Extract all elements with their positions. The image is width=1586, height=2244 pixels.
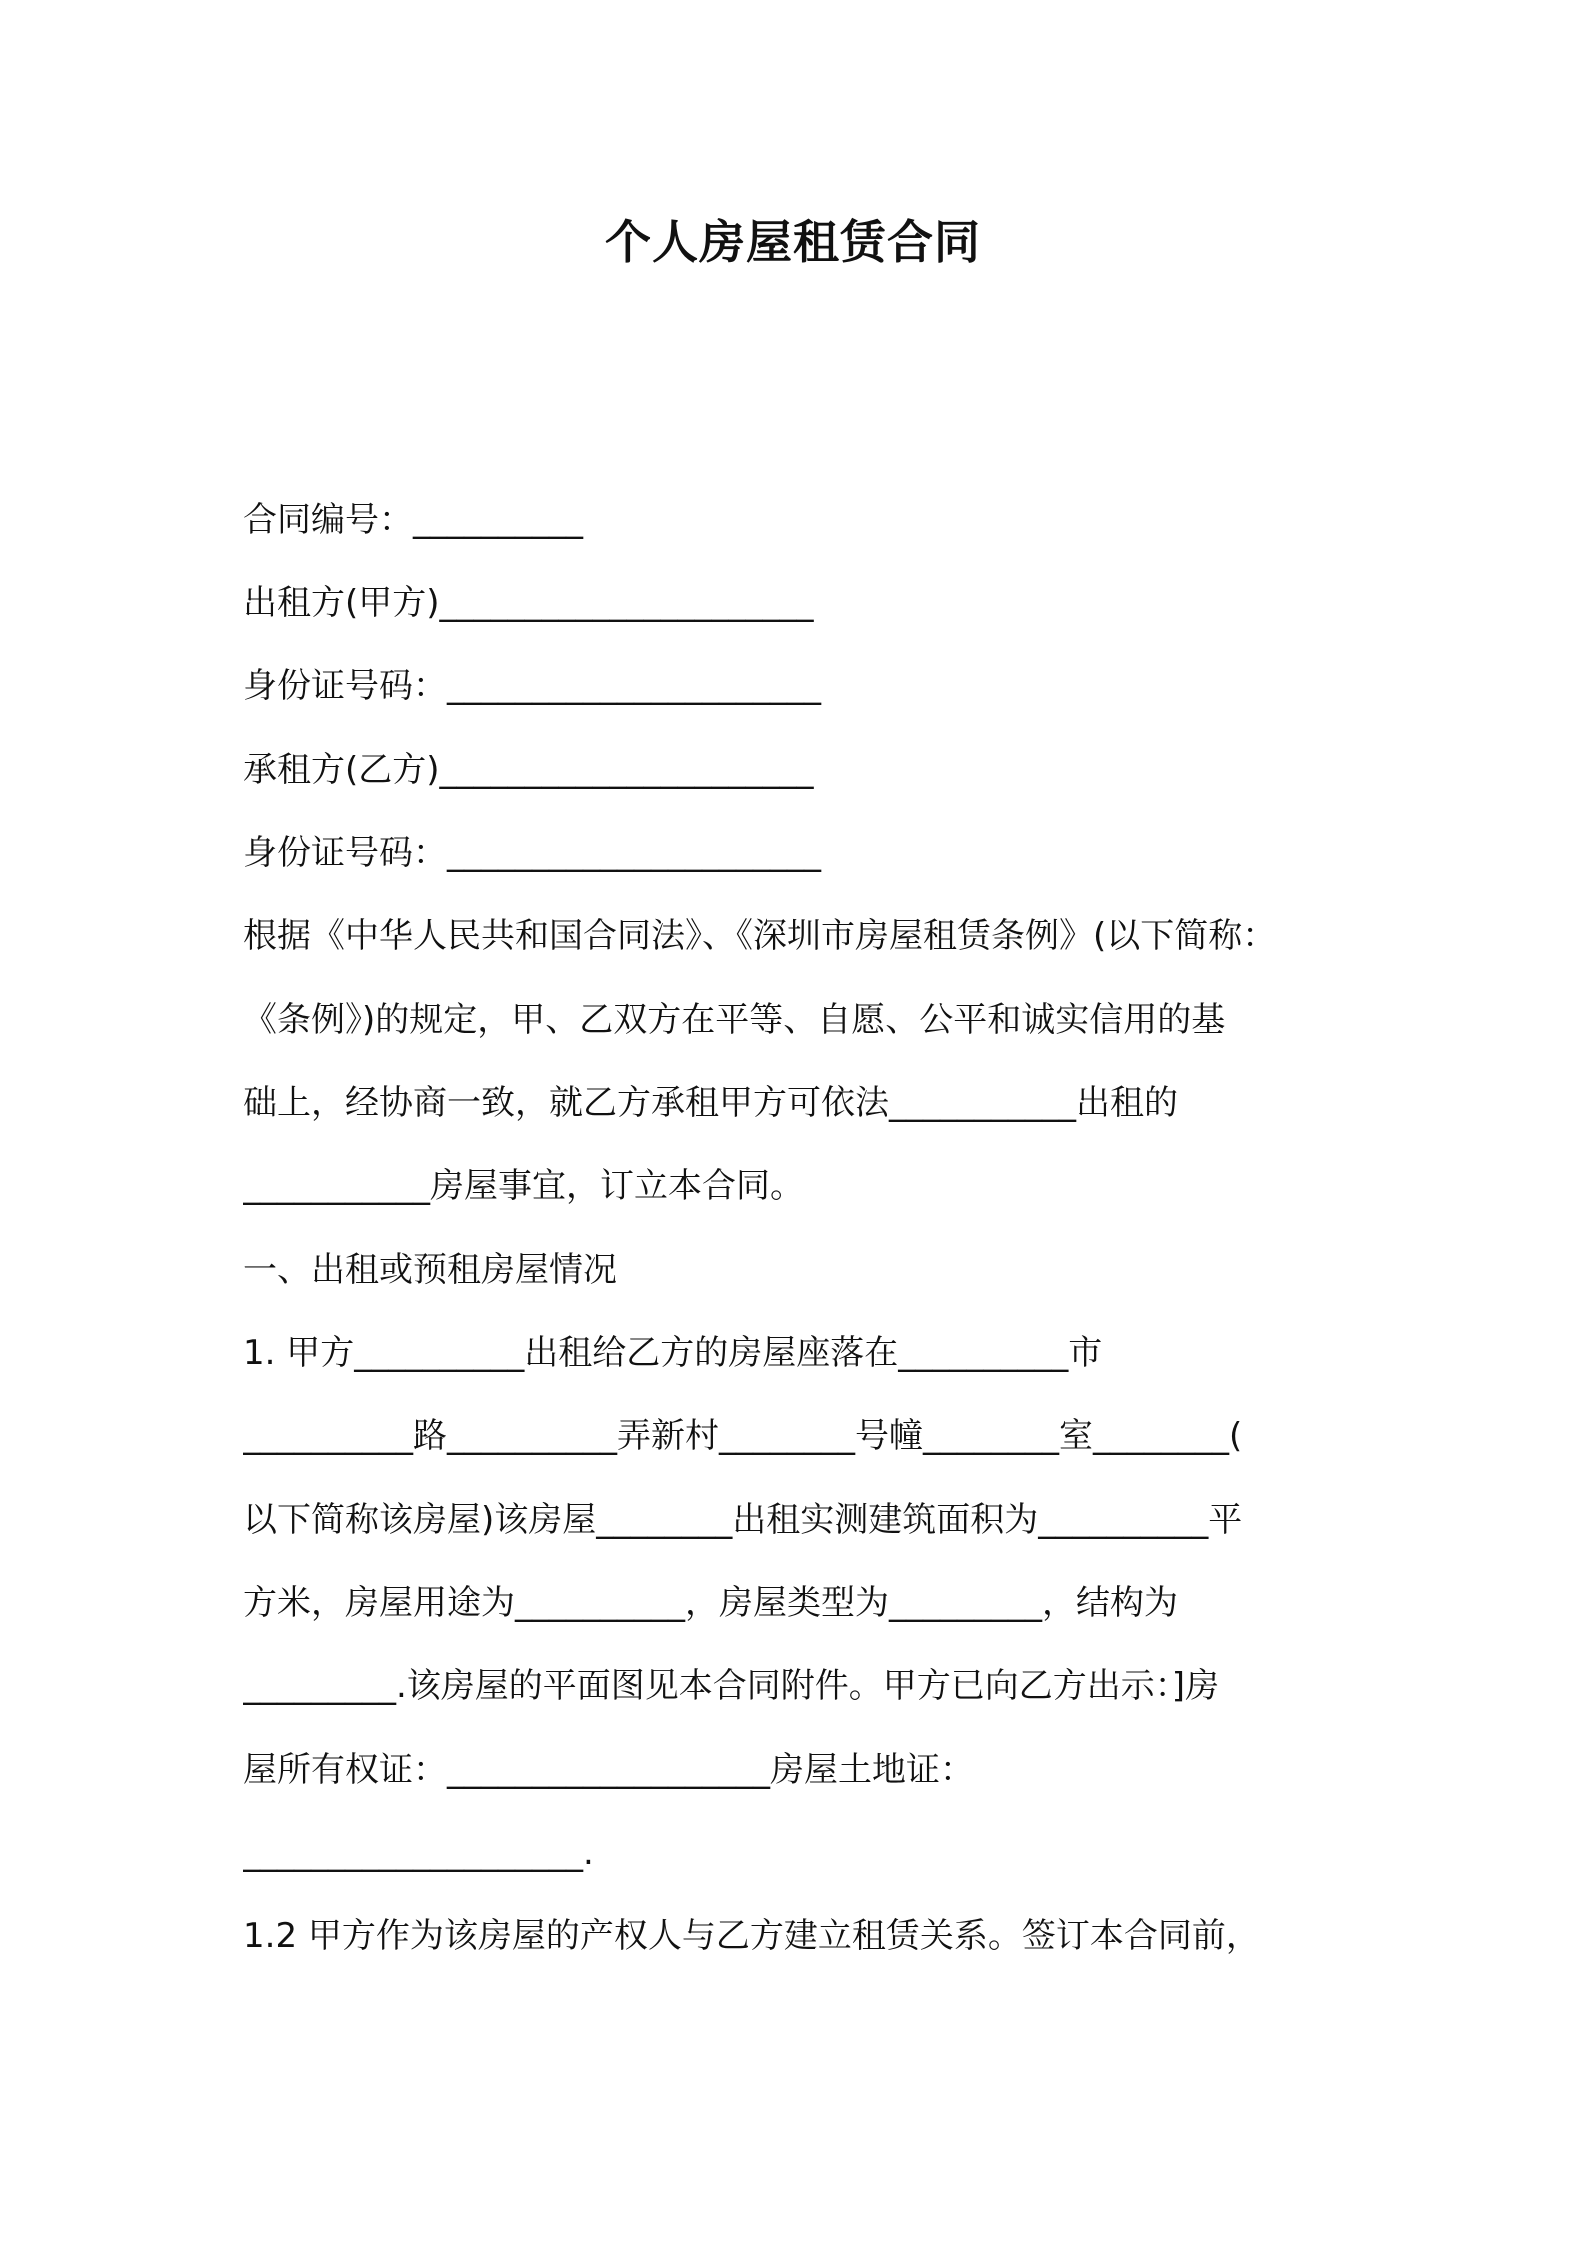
clause-1-line-7: ____________________. xyxy=(243,1833,594,1873)
preamble-line-3: 础上，经协商一致，就乙方承租甲方可依法___________出租的 xyxy=(243,1083,1178,1123)
clause-1-line-4: 方米，房屋用途为__________，房屋类型为_________，结构为 xyxy=(243,1583,1178,1623)
clause-1-line-6: 屋所有权证：___________________房屋土地证： xyxy=(243,1750,974,1790)
lessee-line: 承租方(乙方)______________________ xyxy=(243,750,814,790)
lessor-line: 出租方(甲方)______________________ xyxy=(243,583,814,623)
lessor-id-line: 身份证号码：______________________ xyxy=(243,666,821,706)
preamble-line-4: ___________房屋事宜，订立本合同。 xyxy=(243,1166,804,1206)
preamble-line-2: 《条例》)的规定，甲、乙双方在平等、自愿、公平和诚实信用的基 xyxy=(243,1000,1226,1040)
preamble-line-1: 根据《中华人民共和国合同法》、《深圳市房屋租赁条例》(以下简称： xyxy=(243,916,1277,956)
clause-1-line-2: __________路__________弄新村________号幢________室________( xyxy=(243,1416,1243,1456)
clause-1-line-5: _________.该房屋的平面图见本合同附件。甲方已向乙方出示：]房 xyxy=(243,1666,1220,1706)
clause-1-2-line-1: 1.2 甲方作为该房屋的产权人与乙方建立租赁关系。签订本合同前， xyxy=(243,1916,1260,1956)
section-heading-1: 一、出租或预租房屋情况 xyxy=(243,1250,617,1290)
contract-number-line: 合同编号：__________ xyxy=(243,500,583,540)
clause-1-line-3: 以下简称该房屋)该房屋________出租实测建筑面积为__________平 xyxy=(243,1500,1243,1540)
clause-1-line-1: 1. 甲方__________出租给乙方的房屋座落在__________市 xyxy=(243,1333,1103,1373)
lessee-id-line: 身份证号码：______________________ xyxy=(243,833,821,873)
document-title: 个人房屋租赁合同 xyxy=(605,215,981,269)
